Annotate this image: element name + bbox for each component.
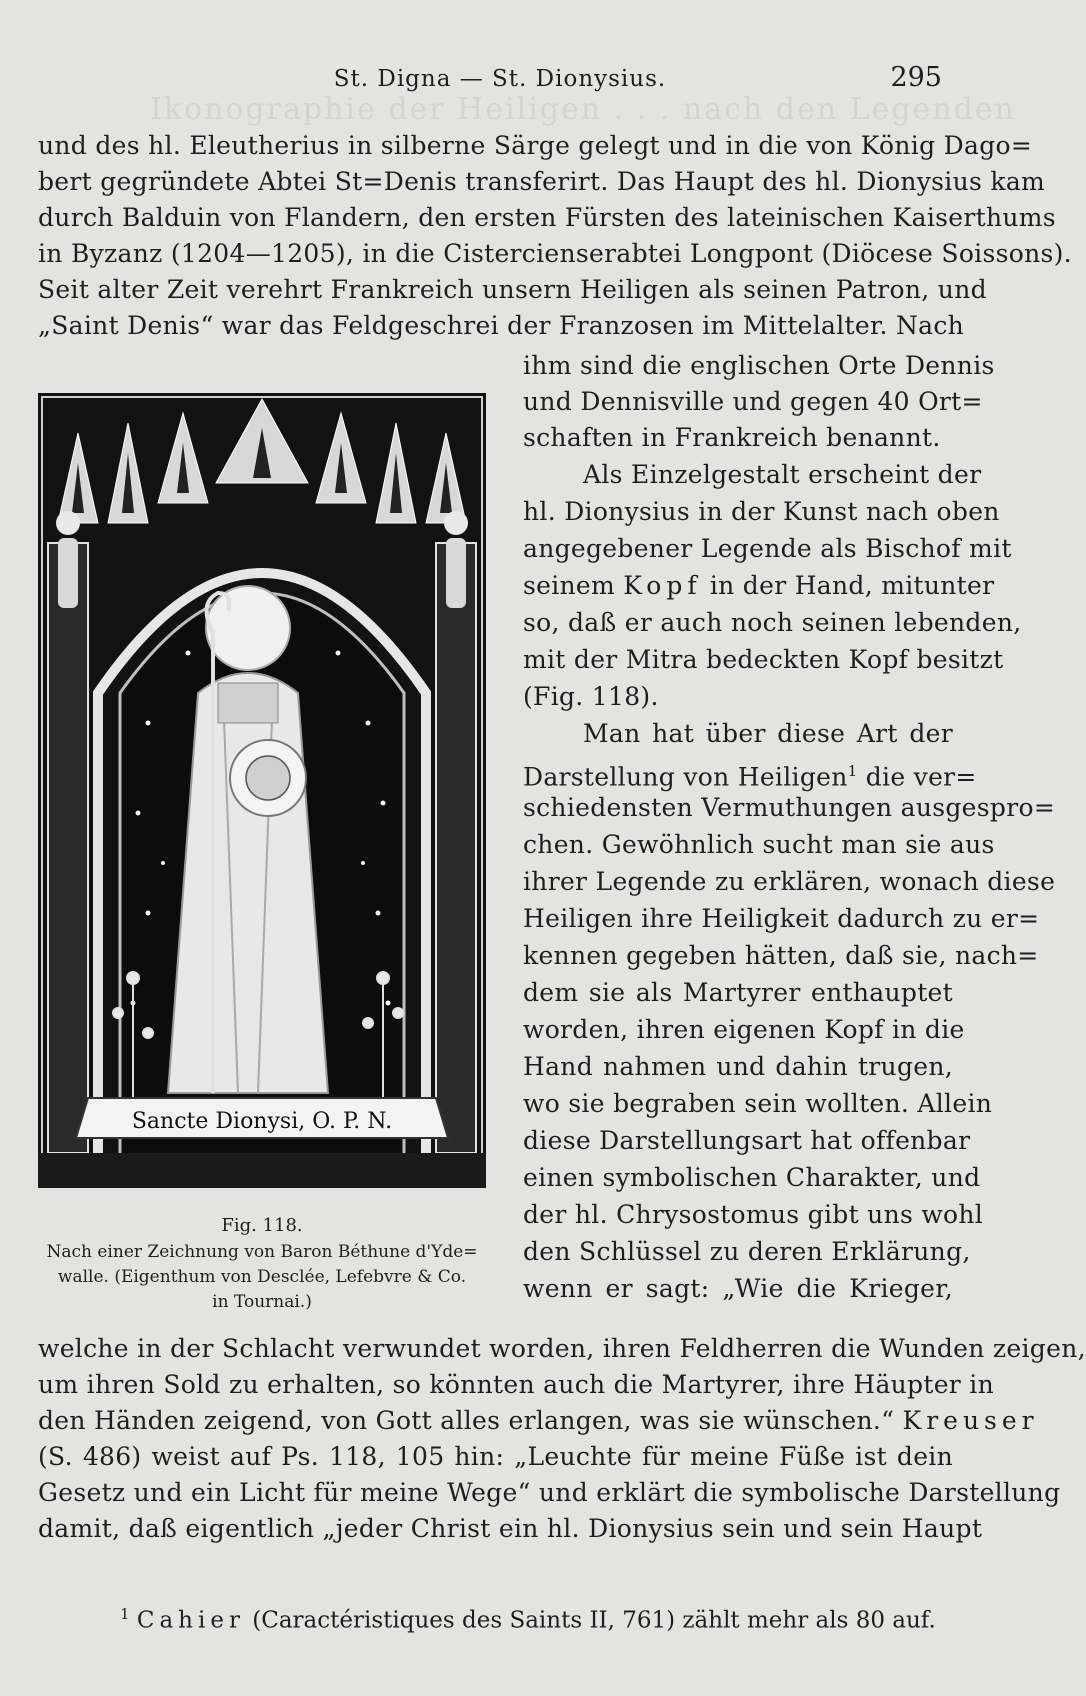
text-line: chen. Gewöhnlich sucht man sie aus [523,830,995,859]
saint-dionysius-engraving [38,393,486,1188]
text-line: mit der Mitra bedeckten Kopf besitzt [523,645,1004,674]
text-line: der hl. Chrysostomus gibt uns wohl [523,1200,984,1229]
text-line: einen symbolischen Charakter, und [523,1163,981,1192]
text-line: (S. 486) weist auf Ps. 118, 105 hin: „Leuchte für meine Füße ist dein [38,1442,953,1471]
footnote-marker: 1 [120,1605,130,1623]
figure-caption-line: Nach einer Zeichnung von Baron Béthune d'Yde= [46,1242,478,1262]
text-line [38,1404,1039,1438]
text-line: durch Balduin von Flandern, den ersten Fürsten des lateinischen Kaiserthums [38,203,1056,232]
text-line: ihrer Legende zu erklären, wonach diese [523,867,1056,896]
figure-banner-text: Sancte Dionysi, O. P. N. [131,1109,393,1134]
footnote [120,1605,936,1634]
footnote-ref[interactable]: 1 [847,762,858,780]
text-line [523,569,995,603]
text-line: den Schlüssel zu deren Erklärung, [523,1237,971,1266]
text-line: „Saint Denis“ war das Feldgeschrei der Franzosen im Mittelalter. Nach [38,311,965,340]
author-name-kreuser: Kreuser [902,1406,1039,1435]
footnote-author: Cahier [136,1607,245,1634]
text-line: wo sie begraben sein wollten. Allein [523,1089,993,1118]
figure-caption-title: Fig. 118. [221,1215,303,1236]
text-line: welche in der Schlacht verwundet worden, ihren Feldherren die Wunden zeigen, [38,1334,1086,1363]
text-line: Heiligen ihre Heiligkeit dadurch zu er= [523,904,1040,933]
text-line: Hand nahmen und dahin trugen, [523,1052,953,1081]
text-line: und des hl. Eleutherius in silberne Särge gelegt und in die von König Dago= [38,131,1033,160]
bleed-through-text: Ikonographie der Heiligen . . . nach den Legenden [150,92,1016,127]
text-line: ihm sind die englischen Orte Dennis [523,351,995,380]
text-fragment: die ver= [865,762,977,792]
text-line: (Fig. 118). [523,682,659,711]
text-line: schaften in Frankreich benannt. [523,423,941,452]
footnote-text: (Caractéristiques des Saints II, 761) zählt mehr als 80 auf. [252,1607,936,1634]
text-line: so, daß er auch noch seinen lebenden, [523,608,1022,637]
text-line: kennen gegeben hätten, daß sie, nach= [523,941,1039,970]
text-line: und Dennisville und gegen 40 Ort= [523,387,983,416]
figure-caption-line: walle. (Eigenthum von Desclée, Lefebvre & Co. [57,1267,467,1287]
figure-caption-line: in Tournai.) [212,1292,312,1312]
text-line: Gesetz und ein Licht für meine Wege“ und erklärt die symbolische Darstellung [38,1478,1061,1507]
figure-118-illustration [38,393,486,1188]
text-line: bert gegründete Abtei St=Denis transferirt. Das Haupt des hl. Dionysius kam [38,167,1046,196]
text-fragment: in der Hand, mitunter [709,571,995,600]
figure-caption [38,1213,486,1315]
text-line: diese Darstellungsart hat offenbar [523,1126,971,1155]
text-line [523,754,977,794]
running-title: St. Digna — St. Dionysius. [333,66,667,92]
page-header [0,62,1000,102]
text-line: Man hat über diese Art der [583,719,953,748]
text-line: Seit alter Zeit verehrt Frankreich unsern Heiligen als seinen Patron, und [38,275,987,304]
text-line: angegebener Legende als Bischof mit [523,534,1012,563]
page-number: 295 [890,62,942,93]
text-line: um ihren Sold zu erhalten, so könnten auch die Martyrer, ihre Häupter in [38,1370,994,1399]
text-line: in Byzanz (1204—1205), in die Cistercienserabtei Longpont (Diöcese Soissons). [38,239,1072,268]
text-line: worden, ihren eigenen Kopf in die [523,1015,965,1044]
text-line: damit, daß eigentlich „jeder Christ ein hl. Dionysius sein und sein Haupt [38,1514,983,1543]
text-line: Als Einzelgestalt erscheint der [583,460,982,489]
text-line: dem sie als Martyrer enthauptet [523,978,953,1007]
text-line: schiedensten Vermuthungen ausgespro= [523,793,1056,822]
text-fragment: den Händen zeigend, von Gott alles erlangen, was sie wünschen.“ [38,1406,895,1435]
text-line: hl. Dionysius in der Kunst nach oben [523,497,1000,526]
spaced-word-kopf: Kopf [623,571,702,600]
text-fragment: Darstellung von Heiligen [523,762,848,792]
text-fragment: seinem [523,571,616,600]
text-line: wenn er sagt: „Wie die Krieger, [523,1274,953,1303]
